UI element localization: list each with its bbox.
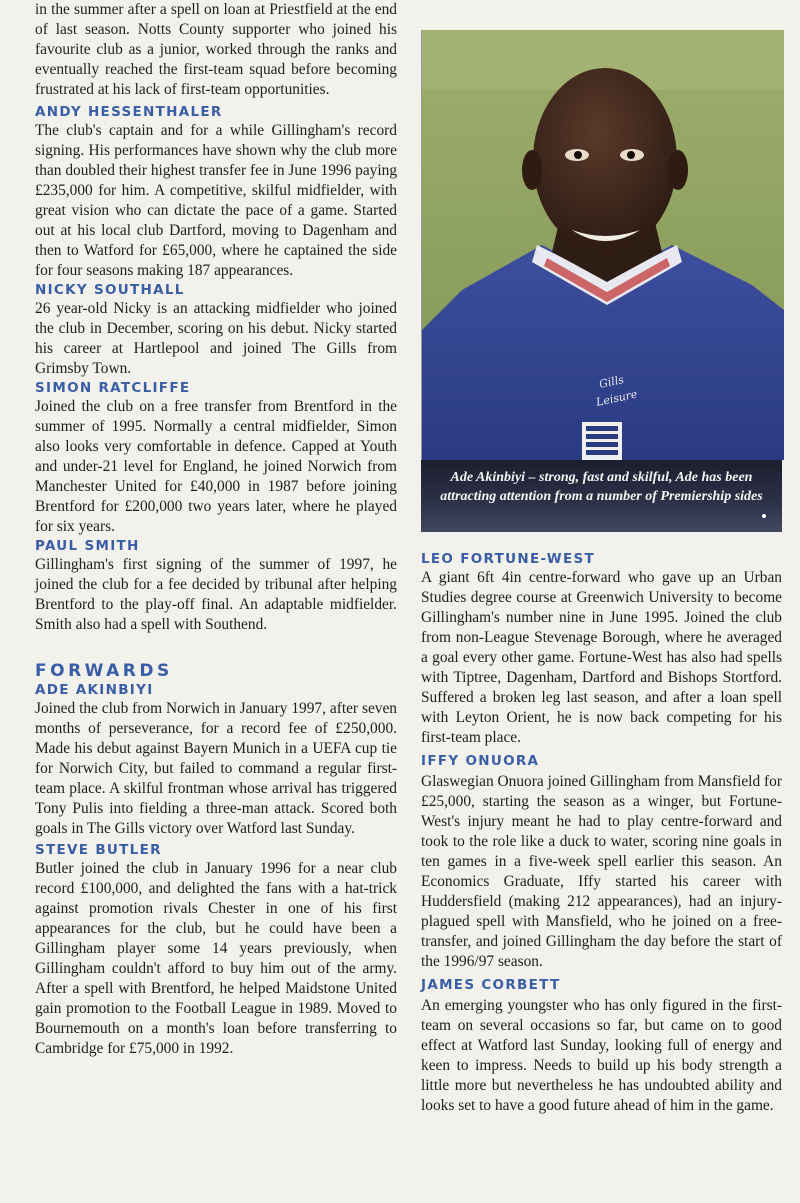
player-bio-onuora: Glaswegian Onuora joined Gillingham from Mansfield for £25,000, starting the season as a winger, but Fortune-West's injury meant he had to play centre-forward and took to the role like a duck to water, scoring nine goals in ten games in a five-week spell earlier this season. An Economics Graduate, Iffy started his career with Huddersfield (making 212 appearances), had an injury-plagued spell with Mansfield, who he joined on a free-transfer, and joined Gillingham the day before the start of the 1996/97 season. xyxy=(421,773,782,970)
shirt-sponsor-line-2: Leisure xyxy=(594,387,639,409)
player-heading-akinbiyi: ADE AKINBIYI xyxy=(35,682,154,698)
intro-paragraph: in the summer after a spell on loan at Priestfield at the end of last season. Notts County supporter who joined his favourite club as a junior, worked through the ranks and eventually reached the first-team squad before becoming frustrated at his lack of first-team opportunities. xyxy=(35,1,397,98)
left-column xyxy=(35,0,397,1059)
player-heading-butler: STEVE BUTLER xyxy=(35,842,162,858)
player-bio-corbett: An emerging youngster who has only figured in the first-team on several occasions so far, but came on to good effect at Watford last Sunday, looking full of energy and keen to impress. Needs to build up his body strength a little more but nevertheless he has undoubted ability and looks set to have a good future ahead of him in the game. xyxy=(421,997,782,1114)
player-bio-fortune-west: A giant 6ft 4in centre-forward who gave up an Urban Studies degree course at Greenwich University to become Gillingham's number nine in June 1995. Joined the club from non-League Stevenage Borough, where he averaged a goal every other game. Fortune-West has also had spells with Tiptree, Dagenham, Dartford and Bishops Stortford. Suffered a broken leg last season, and after a loan spell with Leyton Orient, he is now back competing for his first-team place. xyxy=(421,569,782,746)
photo-caption-text: Ade Akinbiyi – strong, fast and skilful, Ade has been attracting attention from a number of Premiership sides xyxy=(440,470,763,504)
player-heading-smith: PAUL SMITH xyxy=(35,538,140,554)
player-photo-illustration xyxy=(422,30,784,460)
section-heading-forwards: FORWARDS xyxy=(35,661,173,681)
photo-caption xyxy=(421,460,782,532)
shirt-sponsor-line-1: Gills xyxy=(597,373,626,391)
player-photo xyxy=(421,30,784,460)
player-heading-ratcliffe: SIMON RATCLIFFE xyxy=(35,380,191,396)
caption-bullet-icon xyxy=(762,514,766,518)
player-bio-ratcliffe: Joined the club on a free transfer from Brentford in the summer of 1995. Normally a central midfielder, Simon also looks very comfortable in defence. Capped at Youth and under-21 level for England, he joined Norwich from Manchester United for £40,000 in 1987 before joining Brentford for £200,000 two years later, where he played for six years. xyxy=(35,398,397,535)
player-heading-fortune-west: LEO FORTUNE-WEST xyxy=(421,551,596,567)
player-bio-akinbiyi: Joined the club from Norwich in January 1997, after seven months of perseverance, for a record fee of £250,000. Made his debut against Bayern Munich in a UEFA cup tie for Norwich City, but failed to command a regular first-team place. A skilful frontman whose arrival has triggered Tony Pulis into fielding a three-man attack. Scored both goals in The Gills victory over Watford last Sunday. xyxy=(35,700,397,837)
player-heading-southall: NICKY SOUTHALL xyxy=(35,282,185,298)
player-heading-corbett: JAMES CORBETT xyxy=(421,977,561,993)
player-heading-onuora: IFFY ONUORA xyxy=(421,753,540,769)
player-bio-southall: 26 year-old Nicky is an attacking midfielder who joined the club in December, scoring on his debut. Nicky started his career at Hartlepool and joined The Gills from Grimsby Town. xyxy=(35,300,397,377)
player-heading-hessenthaler: ANDY HESSENTHALER xyxy=(35,104,223,120)
club-badge-icon xyxy=(582,422,622,460)
player-bio-butler: Butler joined the club in January 1996 for a near club record £100,000, and delighted the fans with a hat-trick against promotion rivals Chester in one of his first appearances for the club, but he could have been a Gillingham player some 14 years previously, when Gillingham couldn't afford to buy him out of the army. After a spell with Brentford, he helped Maidstone United gain promotion to the Football League in 1989. Moved to Bournemouth on a month's loan before transferring to Cambridge for £75,000 in 1992. xyxy=(35,860,397,1057)
player-bio-hessenthaler: The club's captain and for a while Gillingham's record signing. His performances have shown why the club more than doubled their highest transfer fee in June 1996 paying £235,000 for him. A competitive, skilful midfielder, with great vision who can dictate the pace of a game. Started out at his local club Dartford, moving to Dagenham and then to Watford for £65,000, where he captained the side for four seasons making 187 appearances. xyxy=(35,122,398,279)
right-column xyxy=(421,551,782,1116)
player-bio-smith: Gillingham's first signing of the summer of 1997, he joined the club for a fee decided by tribunal after helping Brentford to the play-off final. An adaptable midfielder. Smith also had a spell with Southend. xyxy=(35,556,397,633)
